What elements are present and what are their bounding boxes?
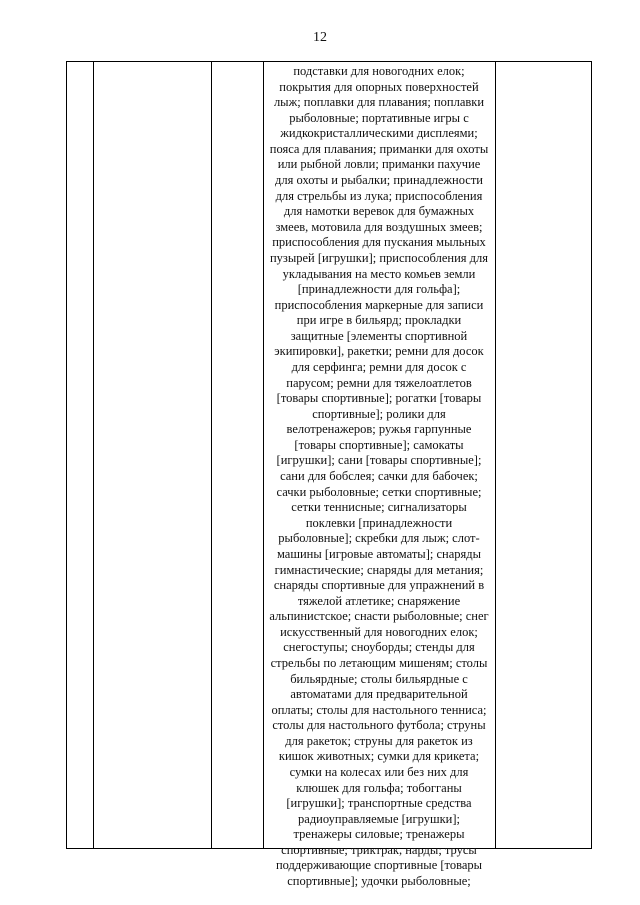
description-line: машины [игровые автоматы]; снаряды	[276, 546, 482, 561]
goods-table	[66, 61, 592, 889]
description-line: подставки для новогодних елок;	[293, 64, 465, 78]
description-line: бильярдные; столы бильярдные с	[290, 671, 468, 686]
description-line: парусом; ремни для тяжелоатлетов	[286, 375, 472, 390]
description-line: спортивные]; удочки рыболовные;	[287, 874, 471, 889]
description-line: [принадлежности для гольфа];	[297, 282, 461, 297]
description-line: жидкокристаллическими дисплеями;	[280, 126, 478, 141]
description-line: защитные [элементы спортивной	[290, 328, 468, 343]
page-number: 12	[313, 30, 327, 45]
description-line: покрытия для опорных поверхностей	[279, 79, 479, 94]
description-line: снегоступы; сноуборды; стенды для	[283, 640, 475, 655]
description-line: сетки теннисные; сигнализаторы	[291, 500, 467, 515]
description-line: пузырей [игрушки]; приспособления для	[269, 250, 488, 265]
description-line: лыж; поплавки для плавания; поплавки	[273, 95, 485, 110]
description-line: рыболовные; портативные игры с	[289, 110, 469, 125]
description-line: спортивные]; ролики для	[312, 406, 446, 421]
description-line: или рыбной ловли; приманки пахучие	[277, 157, 481, 172]
description-line: пояса для плавания; приманки для охоты	[269, 141, 489, 156]
goods-description-cell	[263, 64, 495, 890]
column-divider	[495, 62, 496, 848]
description-line: рыболовные]; скребки для лыж; слот-	[278, 531, 480, 546]
description-line: змеев, мотовила для воздушных змеев;	[275, 219, 483, 234]
description-line: тренажеры силовые; тренажеры	[293, 827, 465, 842]
description-line: [товары спортивные]; рогатки [товары	[276, 391, 482, 406]
description-line: клюшек для гольфа; тобогганы	[296, 780, 462, 795]
column-divider	[211, 62, 212, 848]
description-line: гимнастические; снаряды для метания;	[274, 562, 484, 577]
description-line: оплаты; столы для настольного тенниса;	[271, 702, 487, 717]
description-line: снаряды спортивные для упражнений в	[273, 578, 485, 593]
column-divider	[93, 62, 94, 848]
description-line: укладывания на место комьев земли	[282, 266, 476, 281]
description-line: сумки на колесах или без них для	[289, 765, 469, 780]
description-line: приспособления маркерные для записи	[274, 297, 484, 312]
description-line: для ракеток; струны для ракеток из	[285, 733, 473, 748]
description-line: для стрельбы из лука; приспособления	[275, 188, 483, 203]
description-line: поддерживающие спортивные [товары	[275, 858, 483, 873]
description-line: сачки рыболовные; сетки спортивные;	[276, 484, 482, 499]
description-line: велотренажеров; ружья гарпунные	[286, 422, 472, 437]
description-line: поклевки [принадлежности	[305, 515, 453, 530]
description-line: при игре в бильярд; прокладки	[296, 313, 462, 328]
description-line: [игрушки]; транспортные средства	[286, 796, 472, 811]
description-line: экипировки], ракетки; ремни для досок	[274, 344, 484, 359]
description-line: тяжелой атлетике; снаряжение	[297, 593, 461, 608]
description-line: кишок животных; сумки для крикета;	[278, 749, 480, 764]
description-line: [игрушки]; сани [товары спортивные];	[276, 453, 482, 468]
description-line: для серфинга; ремни для досок с	[291, 359, 467, 374]
description-line: столы для настольного футбола; струны	[272, 718, 486, 733]
description-line: спортивные; триктрак, нарды; трусы	[281, 842, 477, 857]
description-line: сани для бобслея; сачки для бабочек;	[280, 469, 478, 484]
description-line: стрельбы по летающим мишеням; столы	[270, 655, 488, 670]
description-line: для охоты и рыбалки; принадлежности	[275, 173, 483, 188]
description-line: радиоуправляемые [игрушки];	[298, 811, 460, 826]
description-line: искусственный для новогодних елок;	[280, 624, 478, 639]
description-line: автоматами для предварительной	[290, 687, 468, 702]
description-line: приспособления для пускания мыльных	[272, 235, 486, 250]
description-line: для намотки веревок для бумажных	[283, 204, 475, 219]
description-line: альпинистское; снасти рыболовные; снег	[269, 609, 489, 624]
description-line: [товары спортивные]; самокаты	[294, 437, 464, 452]
